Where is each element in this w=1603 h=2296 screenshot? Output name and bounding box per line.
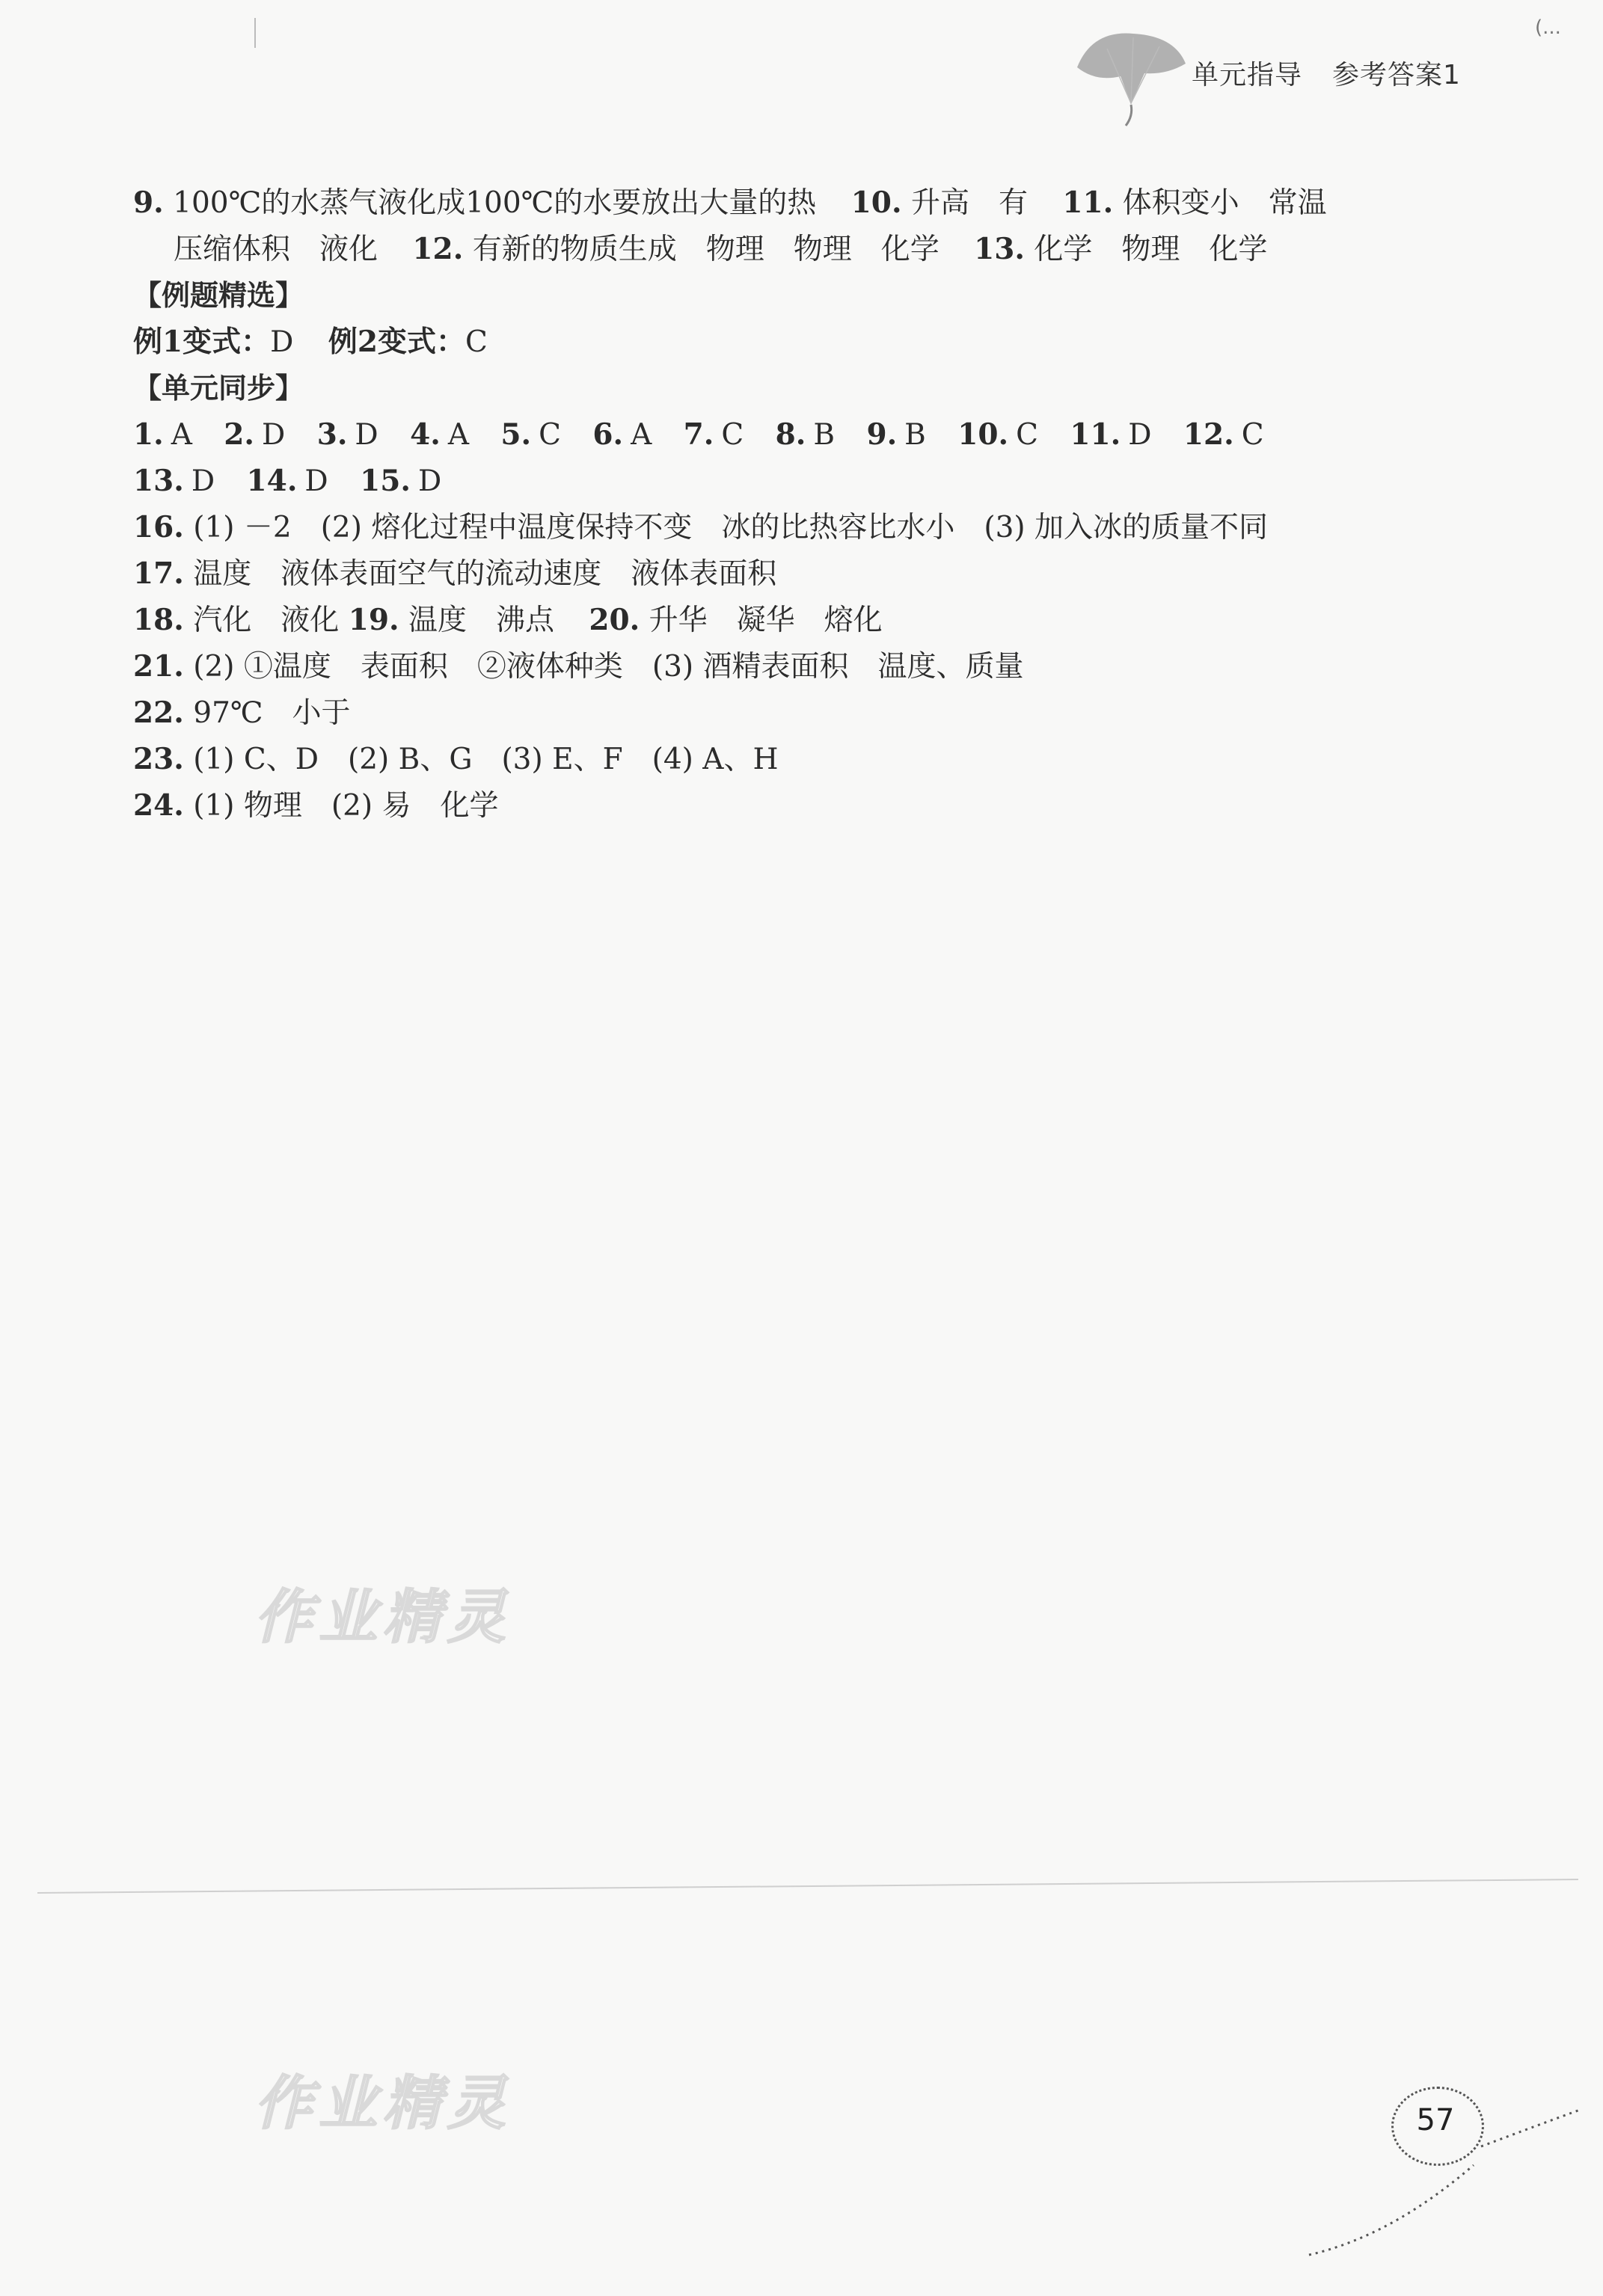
answer-text: 汽化 液化 <box>193 604 340 637</box>
choice-answer: 13. D <box>133 464 215 498</box>
question-number: 22. <box>133 696 184 730</box>
header-section: 单元指导 <box>1192 60 1303 90</box>
answer-line-9-11 <box>133 179 1554 226</box>
example-label: 例2变式： <box>328 325 465 359</box>
header-title: 参考答案1 <box>1332 60 1461 90</box>
section-heading-unit-sync: 【单元同步】 <box>133 372 304 405</box>
running-header <box>1192 54 1461 92</box>
choice-answer: 1. A <box>133 417 192 452</box>
choice-answer: 7. C <box>683 417 744 452</box>
choice-answers-line-1 <box>133 411 1554 458</box>
footer-divider <box>37 1879 1578 1894</box>
choice-answer: 10. C <box>957 417 1038 452</box>
example-answers-line <box>133 319 1554 365</box>
answer-text: C <box>465 325 488 359</box>
question-number: 20. <box>589 603 640 637</box>
answer-text: 升华 凝华 熔化 <box>649 604 883 637</box>
choice-answers-line-2 <box>133 458 1554 504</box>
choice-answer: 3. D <box>316 417 378 452</box>
answer-text: 97℃ 小于 <box>193 696 351 730</box>
answer-text: D <box>270 325 294 359</box>
answer-text: 化学 物理 化学 <box>1034 233 1268 266</box>
question-number: 19. <box>348 603 399 637</box>
question-number: 24. <box>133 788 184 823</box>
answer-text: 温度 液体表面空气的流动速度 液体表面积 <box>193 557 777 591</box>
question-number: 16. <box>133 510 184 544</box>
answer-line-21 <box>133 643 1554 690</box>
question-number: 18. <box>133 603 184 637</box>
answer-line-17 <box>133 550 1554 597</box>
answer-text: (1) C、D (2) B、G (3) E、F (4) A、H <box>193 743 779 776</box>
question-number: 13. <box>974 232 1025 266</box>
question-number: 11. <box>1062 185 1114 220</box>
scan-mark <box>254 18 256 48</box>
answer-line-11-13 <box>133 226 1554 272</box>
answer-text: (1) 物理 (2) 易 化学 <box>193 789 499 823</box>
example-label: 例1变式： <box>133 325 271 359</box>
answer-text: 升高 有 <box>910 186 1028 220</box>
ginkgo-leaf-icon <box>1062 22 1189 127</box>
answer-text: 压缩体积 液化 <box>174 233 378 266</box>
question-number: 10. <box>850 185 902 220</box>
answer-text: (1) －2 (2) 熔化过程中温度保持不变 冰的比热容比水小 (3) 加入冰的质量不同 <box>193 511 1269 544</box>
choice-answer: 9. B <box>866 417 926 452</box>
answer-text: 有新的物质生成 物理 物理 化学 <box>472 233 940 266</box>
answer-line-23 <box>133 736 1554 782</box>
question-number: 17. <box>133 556 184 591</box>
question-number: 12. <box>412 232 464 266</box>
answer-line-24 <box>133 782 1554 829</box>
question-number: 23. <box>133 742 184 776</box>
choice-answer: 8. B <box>775 417 836 452</box>
answer-line-22 <box>133 690 1554 736</box>
choice-answer: 11. D <box>1070 417 1152 452</box>
answer-text: (2) ①温度 表面积 ②液体种类 (3) 酒精表面积 温度、质量 <box>193 650 1024 684</box>
watermark-lower: 作业精灵 <box>254 2070 512 2137</box>
corner-mark: (... <box>1535 16 1561 39</box>
question-number: 9. <box>133 185 164 220</box>
choice-answer: 12. C <box>1183 417 1264 452</box>
answer-line-18-20 <box>133 597 1554 643</box>
section-heading-examples: 【例题精选】 <box>133 279 304 312</box>
page-number: 57 <box>1416 2103 1455 2137</box>
answer-text: 体积变小 常温 <box>1122 186 1327 220</box>
answer-text: 100℃的水蒸气液化成100℃的水要放出大量的热 <box>173 186 817 220</box>
choice-answer: 2. D <box>224 417 286 452</box>
choice-answer: 5. C <box>500 417 561 452</box>
choice-answer: 4. A <box>410 417 469 452</box>
question-number: 21. <box>133 649 184 684</box>
answer-text: 温度 沸点 <box>408 604 554 637</box>
answer-line-16 <box>133 504 1554 550</box>
answer-content <box>133 179 1554 829</box>
watermark-upper: 作业精灵 <box>254 1584 512 1651</box>
choice-answer: 15. D <box>360 464 442 498</box>
choice-answer: 14. D <box>246 464 328 498</box>
choice-answer: 6. A <box>592 417 652 452</box>
